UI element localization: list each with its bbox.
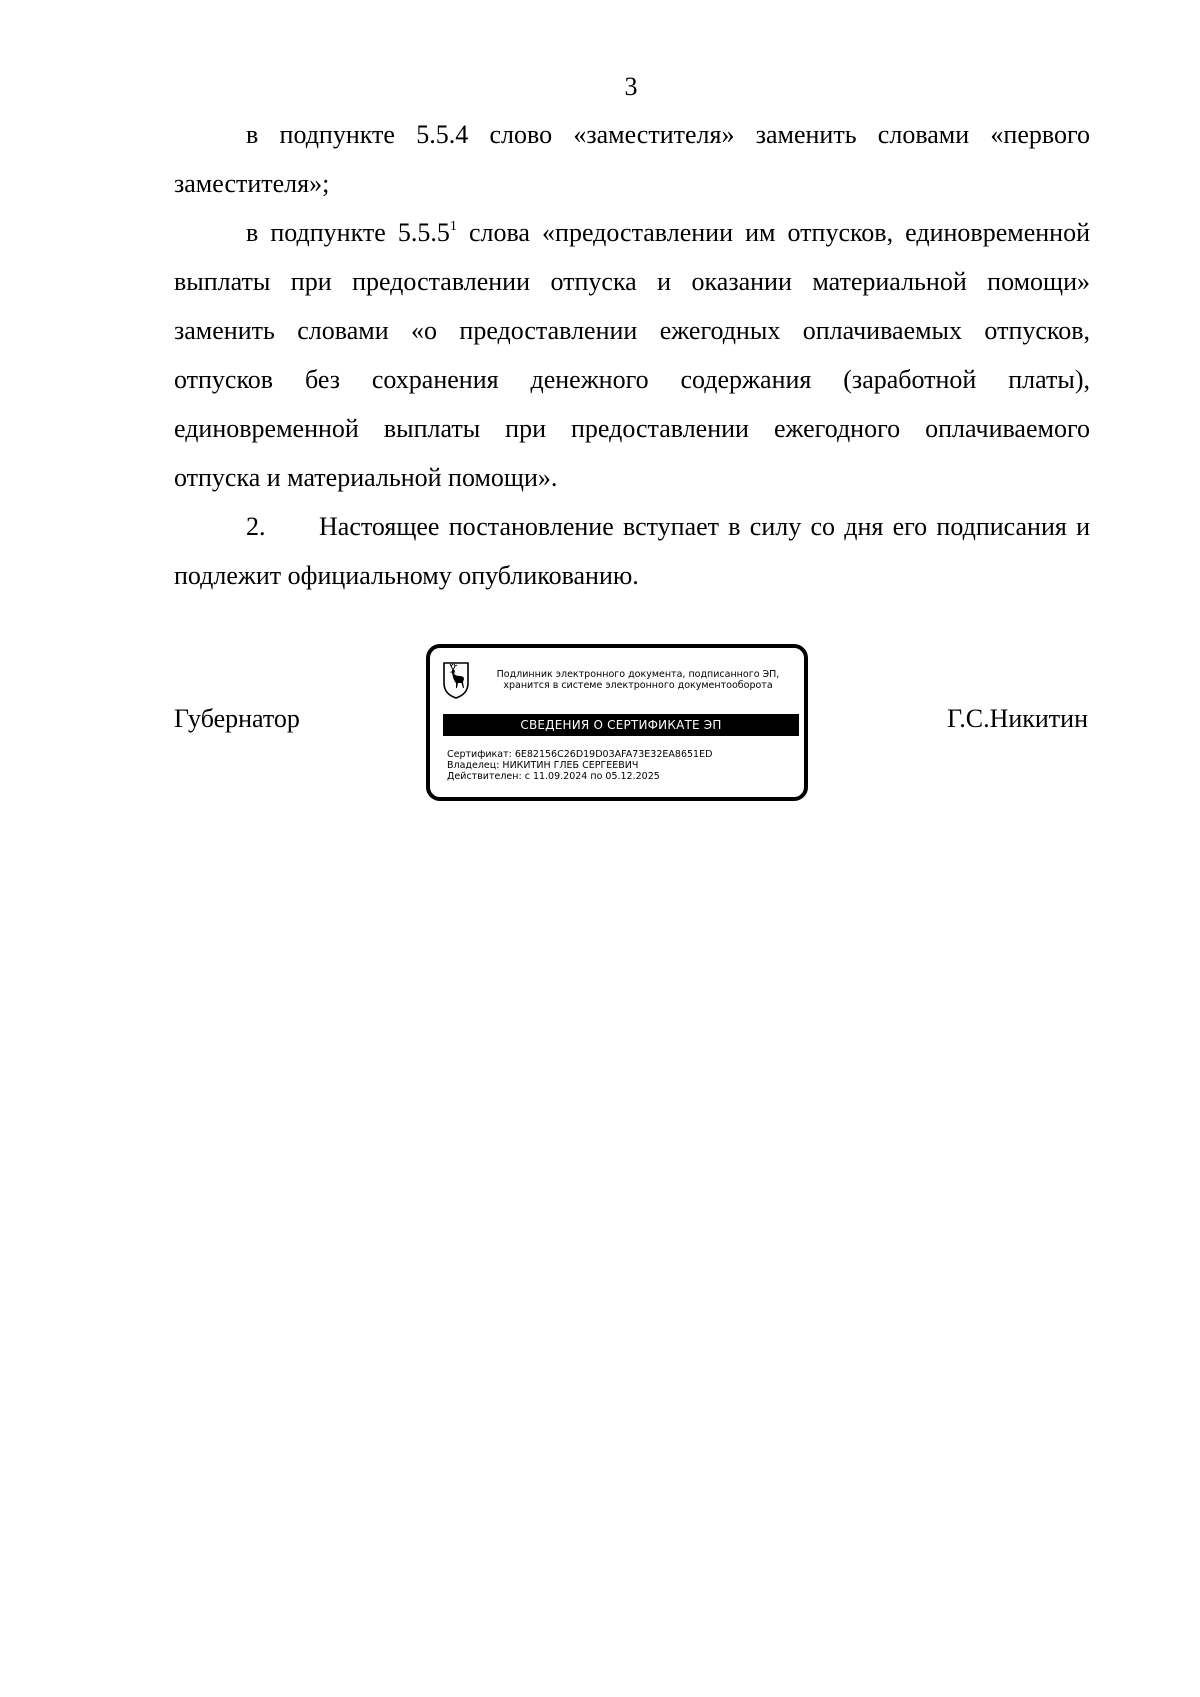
signatory-title: Губернатор — [174, 704, 300, 733]
stamp-header-line: хранится в системе электронного документооборота — [503, 680, 773, 691]
electronic-signature-stamp — [426, 644, 808, 801]
paragraph-subclause-5-5-5-1 — [174, 208, 1090, 502]
certificate-validity: Действителен: с 11.09.2024 по 05.12.2025 — [447, 771, 660, 782]
superscript-index: 1 — [449, 219, 457, 234]
paragraph-item-2 — [174, 502, 1090, 600]
document-body — [174, 110, 1090, 600]
item-number: 2. — [246, 512, 266, 541]
paragraph-text: в подпункте 5.5.5 — [246, 218, 450, 247]
signatory-name: Г.С.Никитин — [947, 704, 1088, 733]
deer-coat-of-arms-icon — [442, 661, 470, 699]
stamp-header — [478, 669, 798, 691]
paragraph-subclause-5-5-4 — [174, 110, 1090, 208]
paragraph-text: Настоящее постановление вступает в силу со дня его подписания и подлежит официальному опубликованию. — [174, 512, 1090, 590]
certificate-info-bar: СВЕДЕНИЯ О СЕРТИФИКАТЕ ЭП — [443, 714, 799, 736]
stamp-header-line: Подлинник электронного документа, подписанного ЭП, — [496, 669, 780, 680]
page-number: 3 — [624, 72, 638, 101]
paragraph-text: слова «предоставлении им отпусков, единовременной выплаты при предоставлении отпуска и оказании материальной помощи» заменить словами «о предоставлении ежегодных оплачиваемых отпусков, отпусков без сохранения денежного содержания (заработной платы), единовременной выплаты при предоставлении ежегодного оплачиваемого отпуска и материальной помощи». — [174, 218, 1090, 492]
certificate-owner: Владелец: НИКИТИН ГЛЕБ СЕРГЕЕВИЧ — [447, 760, 639, 771]
paragraph-text: в подпункте 5.5.4 слово «заместителя» заменить словами «первого заместителя»; — [174, 120, 1090, 198]
certificate-details — [447, 749, 712, 782]
certificate-number: Сертификат: 6E82156C26D19D03AFA73E32EA8651ED — [447, 749, 713, 760]
